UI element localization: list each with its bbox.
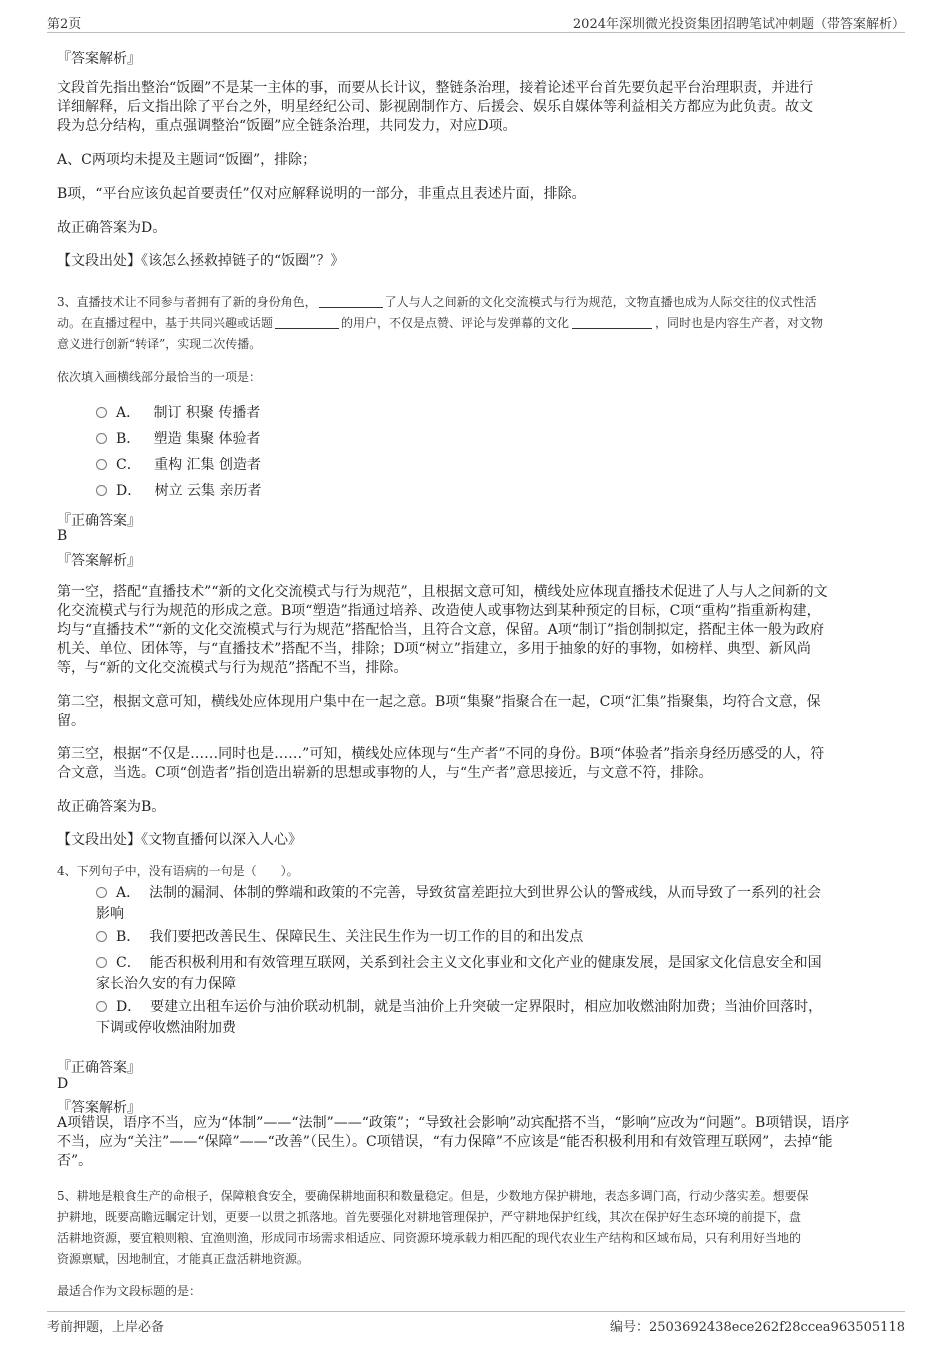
- q3-p3-line-1: 第三空，根据“不仅是……同时也是……”可知，横线处应体现与“生产者”不同的身份。B项“体验者”指亲身经历感受的人，符: [57, 746, 825, 762]
- q3-option-b[interactable]: [96, 429, 261, 450]
- q3-option-d[interactable]: [96, 481, 262, 502]
- q3-stem-text: 的用户，不仅是点赞、评论与发弹幕的文化: [341, 316, 570, 330]
- q3-p1-line-3: 均与“直播技术”“新的文化交流模式与行为规范”搭配恰当，且符合文意，保留。A项“制订”指创制拟定，搭配主体一般为政府: [57, 622, 825, 638]
- radio-icon[interactable]: [96, 887, 107, 898]
- radio-icon[interactable]: [96, 485, 107, 496]
- q4-option-b[interactable]: [96, 927, 583, 948]
- q2-source: 【文段出处】《该怎么拯救掉链子的“饭圈”？》: [57, 253, 345, 269]
- q5-stem-line-4: 资源禀赋，因地制宜，才能真正盘活耕地资源。: [57, 1252, 310, 1266]
- radio-icon[interactable]: [96, 1001, 107, 1012]
- option-text: 塑造 集聚 体验者: [153, 431, 261, 447]
- option-letter: B．: [116, 929, 141, 945]
- q3-correct-answer: B: [57, 528, 68, 544]
- q3-blank-1: [319, 295, 383, 308]
- q3-blank-2: [275, 316, 339, 329]
- q2-analysis-label: 『答案解析』: [57, 51, 141, 67]
- q4-option-c-cont: 家长治久安的有力保障: [96, 976, 236, 992]
- option-letter: B．: [116, 431, 141, 447]
- q2-analysis-line-1: 文段首先指出整治“饭圈”不是某一主体的事，而要从长计议，整链条治理，接着论述平台首先要负起平台治理职责，并进行: [57, 80, 814, 96]
- q3-stem-line-1: [57, 292, 817, 313]
- radio-icon[interactable]: [96, 931, 107, 942]
- q3-analysis-label: 『答案解析』: [57, 553, 141, 569]
- q2-analysis-line-2: 详细解释，后文指出除了平台之外，明星经纪公司、影视剧制作方、后援会、娱乐自媒体等利益相关方都应为此负责。故文: [57, 99, 813, 115]
- q5-stem-line-2: 护耕地，既要高瞻远瞩定计划，更要一以贯之抓落地。首先要强化对耕地管理保护，严守耕地保护红线，其次在保护好生态环境的前提下，盘: [57, 1210, 802, 1224]
- option-text: 要建立出租车运价与油价联动机制，就是当油价上升突破一定界限时，相应加收燃油附加费；当油价回落时，: [150, 999, 823, 1015]
- document-id: 编号：2503692438ece262f28ccea963505118: [610, 1320, 905, 1335]
- document-title: 2024年深圳微光投资集团招聘笔试冲刺题（带答案解析）: [572, 17, 905, 32]
- q3-option-c[interactable]: [96, 455, 261, 476]
- footer-slogan: 考前押题，上岸必备: [47, 1320, 165, 1335]
- q3-p1-line-1: 第一空，搭配“直播技术”“新的文化交流模式与行为规范”，且根据文意可知，横线处应体现直播技术促进了人与人之间新的文: [57, 584, 828, 600]
- radio-icon[interactable]: [96, 433, 107, 444]
- radio-icon[interactable]: [96, 957, 107, 968]
- q3-p3-line-2: 合文意，当选。C项“创造者”指创造出崭新的思想或事物的人，与“生产者”意思接近，与文意不符，排除。: [57, 765, 713, 781]
- q4-analysis-line-3: 否”。: [57, 1153, 93, 1169]
- page-number: 第2页: [47, 17, 82, 32]
- q4-option-a[interactable]: [96, 883, 821, 904]
- q4-option-a-cont: 影响: [96, 906, 124, 922]
- q3-p1-line-2: 化交流模式与行为规范的形成之意。B项“塑造”指通过培养、改造使人或事物达到某种预定的目标，C项“重构”指重新构建，: [57, 603, 821, 619]
- q2-analysis-line-3: 段为总分结构，重点强调整治“饭圈”应全链条治理，共同发力，对应D项。: [57, 118, 517, 134]
- option-letter: A．: [116, 405, 141, 421]
- q3-stem-line-2: [57, 313, 823, 334]
- option-text: 能否积极利用和有效管理互联网，关系到社会主义文化事业和文化产业的健康发展，是国家文化信息安全和国: [149, 955, 822, 971]
- q4-option-d-cont: 下调或停收燃油附加费: [96, 1020, 236, 1036]
- option-text: 制订 积聚 传播者: [153, 405, 261, 421]
- q3-option-a[interactable]: [96, 403, 260, 424]
- option-letter: C．: [116, 457, 141, 473]
- q3-p1-line-5: 等，与“新的文化交流模式与行为规范”搭配不当，排除。: [57, 660, 408, 676]
- q2-answer-line: 故正确答案为D。: [57, 220, 167, 236]
- q5-stem-line-3: 活耕地资源，要宜粮则粮、宜渔则渔，形成同市场需求相适应、同资源环境承载力相匹配的现代农业生产结构和区域布局，只有利用好当地的: [57, 1231, 802, 1245]
- q5-prompt: 最适合作为文段标题的是：: [57, 1284, 202, 1298]
- q3-stem-text: 了人与人之间新的文化交流模式与行为规范，文物直播也成为人际交往的仪式性活: [384, 295, 817, 309]
- q4-stem: 4、下列句子中，没有语病的一句是（ ）。: [57, 864, 299, 878]
- q3-stem-line-3: 意义进行创新“转译”，实现二次传播。: [57, 337, 262, 351]
- q4-analysis-line-2: 不当，应为“关注”——“保障”——“改善”（民生）。C项错误，“有力保障”不应该是“能否积极利用和有效管理互联网”，去掉“能: [57, 1134, 833, 1150]
- q4-correct-label: 『正确答案』: [57, 1060, 141, 1076]
- option-letter: A．: [116, 885, 141, 901]
- option-letter: D．: [116, 999, 142, 1015]
- q3-stem-text: 动。在直播过程中，基于共同兴趣或话题: [57, 316, 274, 330]
- q3-correct-label: 『正确答案』: [57, 513, 141, 529]
- q3-source: 【文段出处】《文物直播何以深入人心》: [57, 832, 302, 848]
- radio-icon[interactable]: [96, 407, 107, 418]
- q3-p2-line-2: 留。: [57, 713, 85, 729]
- option-text: 树立 云集 亲历者: [154, 483, 262, 499]
- option-text: 重构 汇集 创造者: [154, 457, 261, 473]
- radio-icon[interactable]: [96, 459, 107, 470]
- q3-stem-text: ，同时也是内容生产者，对文物: [655, 316, 824, 330]
- q4-option-c[interactable]: [96, 953, 822, 974]
- q2-ac-explanation: A、C两项均未提及主题词“饭圈”，排除；: [57, 152, 317, 168]
- option-text: 法制的漏洞、体制的弊端和政策的不完善，导致贫富差距拉大到世界公认的警戒线，从而导致了一系列的社会: [149, 885, 822, 901]
- page-header: [47, 12, 905, 33]
- page-footer: [47, 1311, 905, 1334]
- q2-b-explanation: B项，“平台应该负起首要责任”仅对应解释说明的一部分，非重点且表述片面，排除。: [57, 186, 586, 202]
- q4-analysis-line-1: A项错误，语序不当，应为“体制”——“法制”——“政策”；“导致社会影响”动宾配搭不当，“影响”应改为“问题”。B项错误，语序: [57, 1115, 850, 1131]
- q3-prompt: 依次填入画横线部分最恰当的一项是：: [57, 370, 262, 384]
- q3-blank-3: [572, 316, 652, 329]
- q3-p2-line-1: 第二空，根据文意可知，横线处应体现用户集中在一起之意。B项“集聚”指聚合在一起，C项“汇集”指聚集，均符合文意，保: [57, 694, 821, 710]
- q5-stem-line-1: 5、耕地是粮食生产的命根子，保障粮食安全，要确保耕地面积和数量稳定。但是，少数地方保护耕地，表态多调门高，行动少落实差。想要保: [57, 1189, 809, 1203]
- q3-stem-text: 3、直播技术让不同参与者拥有了新的身份角色，: [57, 295, 317, 309]
- option-text: 我们要把改善民生、保障民生、关注民生作为一切工作的目的和出发点: [149, 929, 584, 945]
- option-letter: D．: [116, 483, 142, 499]
- q3-answer-line: 故正确答案为B。: [57, 799, 166, 815]
- q3-p1-line-4: 机关、单位、团体等，与“直播技术”搭配不当，排除；D项“树立”指建立，多用于抽象的好的事物，如榜样、典型、新风尚: [57, 641, 811, 657]
- option-letter: C．: [116, 955, 141, 971]
- q4-analysis-label: 『答案解析』: [57, 1100, 141, 1116]
- q4-correct-answer: D: [57, 1076, 69, 1092]
- q4-option-d[interactable]: [96, 997, 822, 1018]
